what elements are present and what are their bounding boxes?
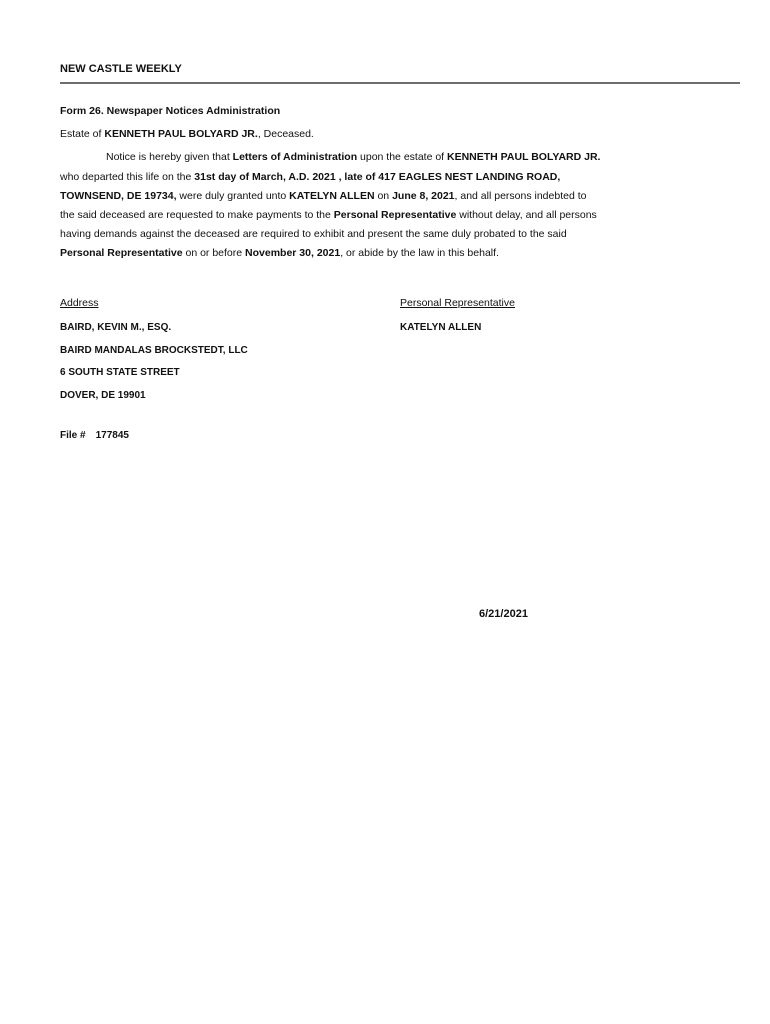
notice-body-line xyxy=(106,151,600,163)
estate-line xyxy=(60,128,314,140)
notice-text: Notice is hereby given that xyxy=(106,151,233,163)
notice-body-line xyxy=(60,247,499,259)
file-number: 177845 xyxy=(95,430,129,441)
representative-name: KATELYN ALLEN xyxy=(400,322,482,333)
estate-prefix: Estate of xyxy=(60,128,105,140)
grant-date: June 8, 2021 xyxy=(392,190,455,202)
notice-body-line xyxy=(60,171,560,183)
header-divider xyxy=(60,82,740,84)
address-line: DOVER, DE 19901 xyxy=(60,390,146,401)
notice-text: without delay, and all persons xyxy=(456,209,597,221)
notice-date: 6/21/2021 xyxy=(479,608,528,620)
file-number-line xyxy=(60,430,129,441)
decedent-name: KENNETH PAUL BOLYARD JR. xyxy=(104,128,258,140)
notice-text: having demands against the deceased are required to exhibit and present the same duly probated to the said xyxy=(60,228,567,240)
death-date-and-residence: 31st day of March, A.D. 2021 , late of 417 EAGLES NEST LANDING ROAD, xyxy=(194,171,561,183)
notice-body-line xyxy=(60,228,567,240)
residence-city: TOWNSEND, DE 19734, xyxy=(60,190,177,202)
address-line: 6 SOUTH STATE STREET xyxy=(60,367,180,378)
representative-name: KATELYN ALLEN xyxy=(289,190,375,202)
notice-text: , or abide by the law in this behalf. xyxy=(340,247,499,259)
personal-representative: Personal Representative xyxy=(60,247,183,259)
notice-text: , and all persons indebted to xyxy=(454,190,587,202)
estate-suffix: , Deceased. xyxy=(257,128,314,140)
letters-of-administration: Letters of Administration xyxy=(232,151,358,163)
representative-heading: Personal Representative xyxy=(400,297,515,309)
notice-text: on or before xyxy=(182,247,246,259)
address-heading: Address xyxy=(60,297,99,309)
notice-text: on xyxy=(374,190,393,202)
notice-text: were duly granted unto xyxy=(176,190,290,202)
deadline-date: November 30, 2021 xyxy=(245,247,341,259)
notice-body-line xyxy=(60,209,597,221)
notice-text: who departed this life on the xyxy=(60,171,195,183)
publication-title: NEW CASTLE WEEKLY xyxy=(60,63,182,75)
form-title: Form 26. Newspaper Notices Administration xyxy=(60,105,281,117)
address-line: BAIRD, KEVIN M., ESQ. xyxy=(60,322,172,333)
notice-text: upon the estate of xyxy=(357,151,448,163)
decedent-name: KENNETH PAUL BOLYARD JR. xyxy=(447,151,601,163)
notice-body-line xyxy=(60,190,586,202)
notice-text: the said deceased are requested to make payments to the xyxy=(60,209,334,221)
address-line: BAIRD MANDALAS BROCKSTEDT, LLC xyxy=(60,345,248,356)
file-label: File # xyxy=(60,430,86,441)
personal-representative: Personal Representative xyxy=(333,209,457,221)
